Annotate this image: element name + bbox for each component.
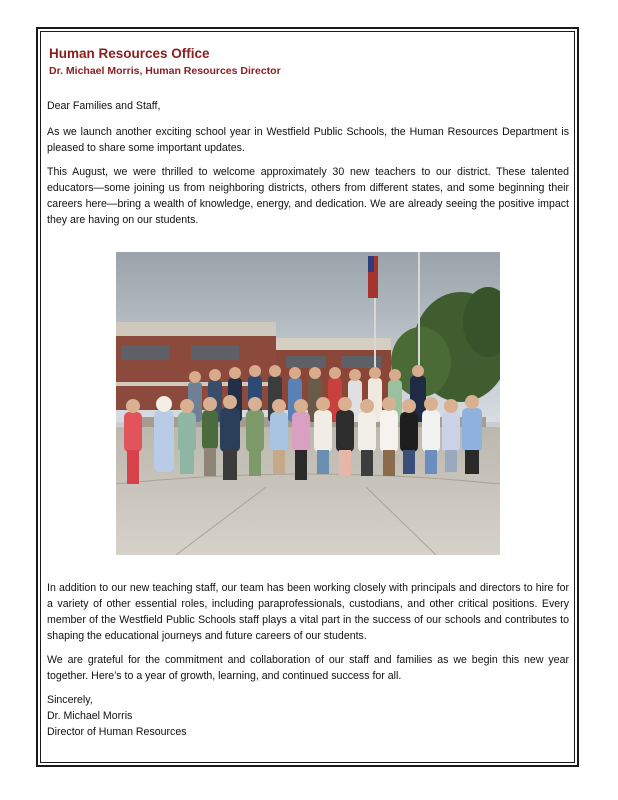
director-subtitle: Dr. Michael Morris, Human Resources Director — [49, 65, 281, 77]
closing: Sincerely, — [47, 694, 93, 706]
gratitude-paragraph: We are grateful for the commitment and collaboration of our staff and families as we begin this new year together. Here’s to a year of growth, learning, and continued success for all. — [47, 654, 569, 682]
signer-title: Director of Human Resources — [47, 726, 187, 738]
staff-group-photo — [116, 252, 500, 555]
salutation: Dear Families and Staff, — [47, 100, 161, 112]
intro-paragraph: As we launch another exciting school year in Westfield Public Schools, the Human Resources Department is pleased to share some important updates. — [47, 126, 569, 154]
office-title: Human Resources Office — [49, 46, 210, 61]
other-roles-paragraph: In addition to our new teaching staff, our team has been working closely with principals and directors to hire for a variety of other essential roles, including paraprofessionals, custodians, and other critical positions. Every member of the Westfield Public Schools staff plays a vital part in the success of our schools and contributes to shaping the educational journeys and future careers of our students. — [47, 582, 569, 642]
signer-name: Dr. Michael Morris — [47, 710, 133, 722]
new-teachers-paragraph: This August, we were thrilled to welcome approximately 30 new teachers to our district. These talented educators—some joining us from neighboring districts, others from different states, and some beginning their careers here—bring a wealth of knowledge, energy, and dedication. We are already seeing the positive impact they are having on our students. — [47, 166, 569, 226]
